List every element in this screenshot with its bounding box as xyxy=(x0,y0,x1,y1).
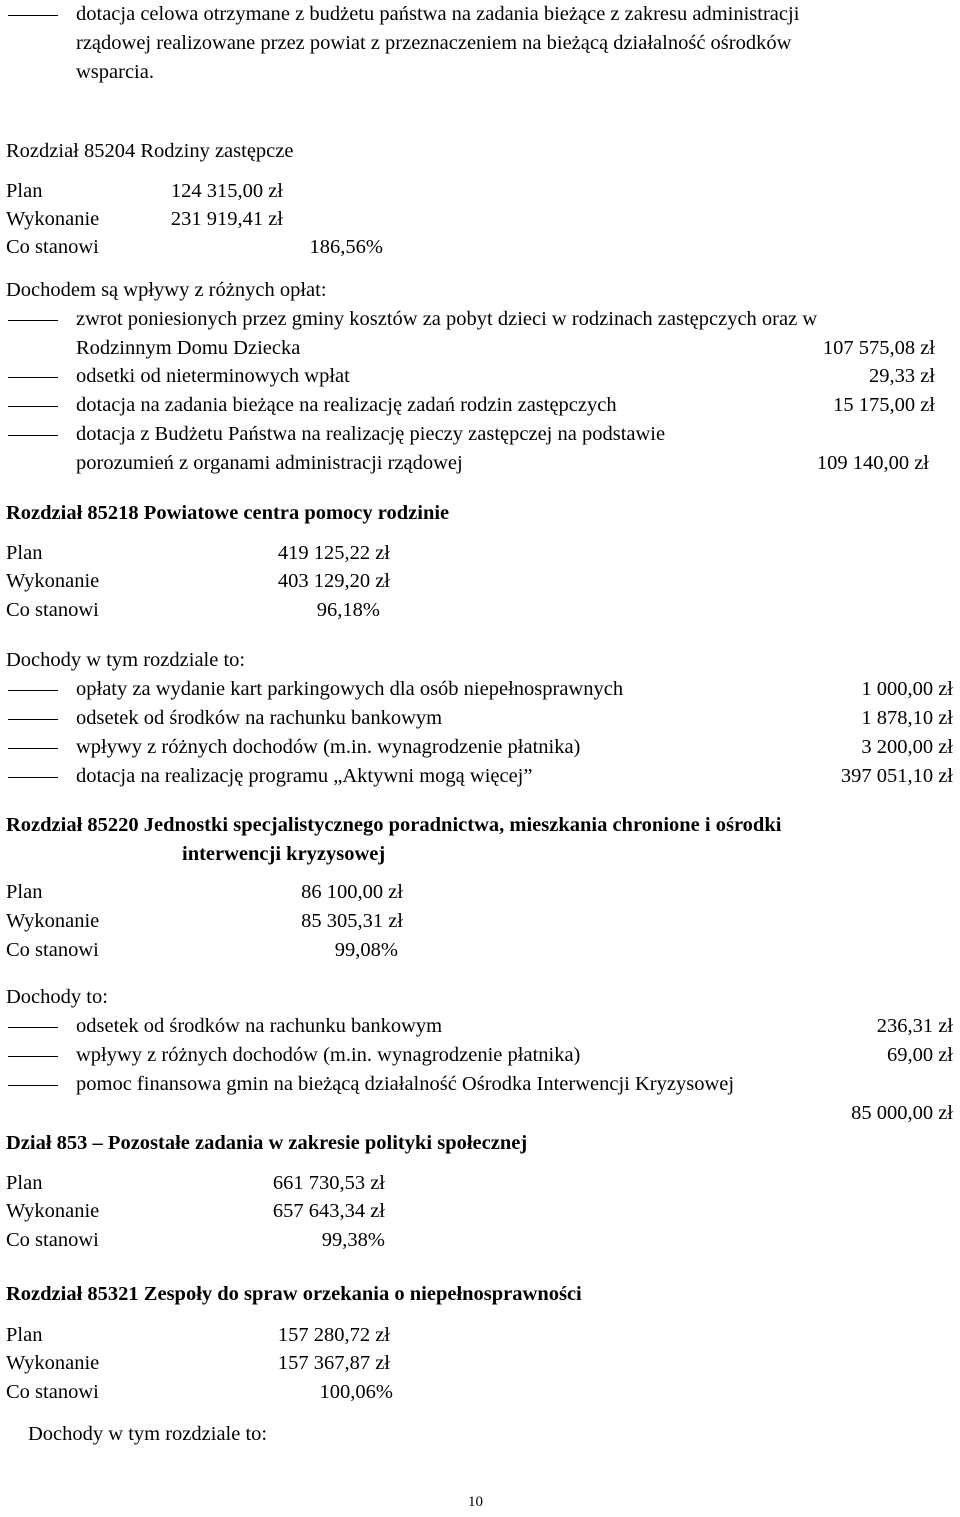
section-heading-85218: Rozdział 85218 Powiatowe centra pomocy rodzinie xyxy=(6,502,450,524)
list-item-amount: 1 000,00 zł xyxy=(861,678,953,700)
list-item-text: dotacja na realizację programu „Aktywni mogą więcej” xyxy=(76,765,533,787)
plan-label: Plan xyxy=(6,180,43,202)
intro-line-1: dotacja celowa otrzymane z budżetu państwa na zadania bieżące z zakresu administracji xyxy=(76,3,800,25)
plan-value: 661 730,53 zł xyxy=(272,1172,385,1194)
section-intro: Dochody to: xyxy=(6,986,108,1008)
list-item-text: opłaty za wydanie kart parkingowych dla osób niepełnosprawnych xyxy=(76,678,624,700)
co-stanowi-label: Co stanowi xyxy=(6,939,99,961)
co-stanowi-label: Co stanowi xyxy=(6,1381,99,1403)
intro-line-2: rządowej realizowane przez powiat z przeznaczeniem na bieżącą działalność ośrodków xyxy=(76,32,792,54)
bullet-dash xyxy=(8,777,58,778)
co-stanowi-label: Co stanowi xyxy=(6,1229,99,1251)
section-heading-85220-cont: interwencji kryzysowej xyxy=(182,843,386,865)
wykonanie-label: Wykonanie xyxy=(6,208,100,230)
wykonanie-value: 403 129,20 zł xyxy=(277,570,390,592)
co-stanowi-value: 99,38% xyxy=(321,1229,385,1251)
wykonanie-value: 157 367,87 zł xyxy=(277,1352,390,1374)
wykonanie-value: 231 919,41 zł xyxy=(170,208,283,230)
list-item-text: odsetek od środków na rachunku bankowym xyxy=(76,707,443,729)
bullet-dash xyxy=(8,1085,58,1086)
bullet-dash xyxy=(8,320,58,321)
list-item-text: zwrot poniesionych przez gminy kosztów za pobyt dzieci w rodzinach zastępczych oraz w xyxy=(76,308,818,330)
list-item-amount: 236,31 zł xyxy=(876,1015,953,1037)
list-item-text: pomoc finansowa gmin na bieżącą działalność Ośrodka Interwencji Kryzysowej xyxy=(76,1073,735,1095)
bullet-dash xyxy=(8,719,58,720)
co-stanowi-value: 186,56% xyxy=(309,236,383,258)
plan-value: 124 315,00 zł xyxy=(170,180,283,202)
co-stanowi-value: 100,06% xyxy=(319,1381,393,1403)
page-number: 10 xyxy=(468,1494,483,1510)
list-item-amount: 3 200,00 zł xyxy=(861,736,953,758)
list-item-amount: 1 878,10 zł xyxy=(861,707,953,729)
plan-value: 86 100,00 zł xyxy=(301,881,403,903)
list-item-text: porozumień z organami administracji rządowej xyxy=(76,452,463,474)
plan-value: 419 125,22 zł xyxy=(277,542,390,564)
wykonanie-label: Wykonanie xyxy=(6,1352,100,1374)
bullet-dash xyxy=(8,690,58,691)
plan-label: Plan xyxy=(6,881,43,903)
wykonanie-value: 85 305,31 zł xyxy=(301,910,403,932)
plan-label: Plan xyxy=(6,1324,43,1346)
bullet-dash xyxy=(8,1056,58,1057)
section-heading-85321: Rozdział 85321 Zespoły do spraw orzekania o niepełnosprawności xyxy=(6,1283,582,1305)
section-heading-85204: Rozdział 85204 Rodziny zastępcze xyxy=(6,140,294,162)
section-intro: Dochodem są wpływy z różnych opłat: xyxy=(6,279,327,301)
list-item-text: wpływy z różnych dochodów (m.in. wynagrodzenie płatnika) xyxy=(76,1044,581,1066)
list-item-amount: 69,00 zł xyxy=(886,1044,953,1066)
section-intro: Dochody w tym rozdziale to: xyxy=(6,649,246,671)
list-item-amount: 15 175,00 zł xyxy=(833,394,935,416)
plan-label: Plan xyxy=(6,1172,43,1194)
list-item-text: odsetki od nieterminowych wpłat xyxy=(76,365,350,387)
intro-line-3: wsparcia. xyxy=(76,61,154,83)
co-stanowi-value: 99,08% xyxy=(334,939,398,961)
wykonanie-label: Wykonanie xyxy=(6,570,100,592)
list-item-amount: 29,33 zł xyxy=(868,365,935,387)
list-item-amount: 85 000,00 zł xyxy=(851,1102,953,1124)
bullet-dash xyxy=(8,15,58,16)
bullet-dash xyxy=(8,748,58,749)
bullet-dash xyxy=(8,435,58,436)
section-intro: Dochody w tym rozdziale to: xyxy=(28,1423,268,1445)
list-item-amount: 107 575,08 zł xyxy=(822,337,935,359)
co-stanowi-label: Co stanowi xyxy=(6,599,99,621)
bullet-dash xyxy=(8,406,58,407)
list-item-text: dotacja z Budżetu Państwa na realizację pieczy zastępczej na podstawie xyxy=(76,423,666,445)
list-item-amount: 397 051,10 zł xyxy=(840,765,953,787)
list-item-text: wpływy z różnych dochodów (m.in. wynagrodzenie płatnika) xyxy=(76,736,581,758)
wykonanie-label: Wykonanie xyxy=(6,910,100,932)
list-item-text: dotacja na zadania bieżące na realizację zadań rodzin zastępczych xyxy=(76,394,617,416)
bullet-dash xyxy=(8,1027,58,1028)
plan-label: Plan xyxy=(6,542,43,564)
bullet-dash xyxy=(8,377,58,378)
plan-value: 157 280,72 zł xyxy=(277,1324,390,1346)
co-stanowi-label: Co stanowi xyxy=(6,236,99,258)
list-item-text: Rodzinnym Domu Dziecka xyxy=(76,337,301,359)
wykonanie-value: 657 643,34 zł xyxy=(272,1200,385,1222)
co-stanowi-value: 96,18% xyxy=(316,599,380,621)
list-item-amount: 109 140,00 zł xyxy=(816,452,929,474)
section-heading-853: Dział 853 – Pozostałe zadania w zakresie polityki społecznej xyxy=(6,1132,528,1154)
list-item-text: odsetek od środków na rachunku bankowym xyxy=(76,1015,443,1037)
section-heading-85220: Rozdział 85220 Jednostki specjalistycznego poradnictwa, mieszkania chronione i ośrodki xyxy=(6,814,782,836)
wykonanie-label: Wykonanie xyxy=(6,1200,100,1222)
